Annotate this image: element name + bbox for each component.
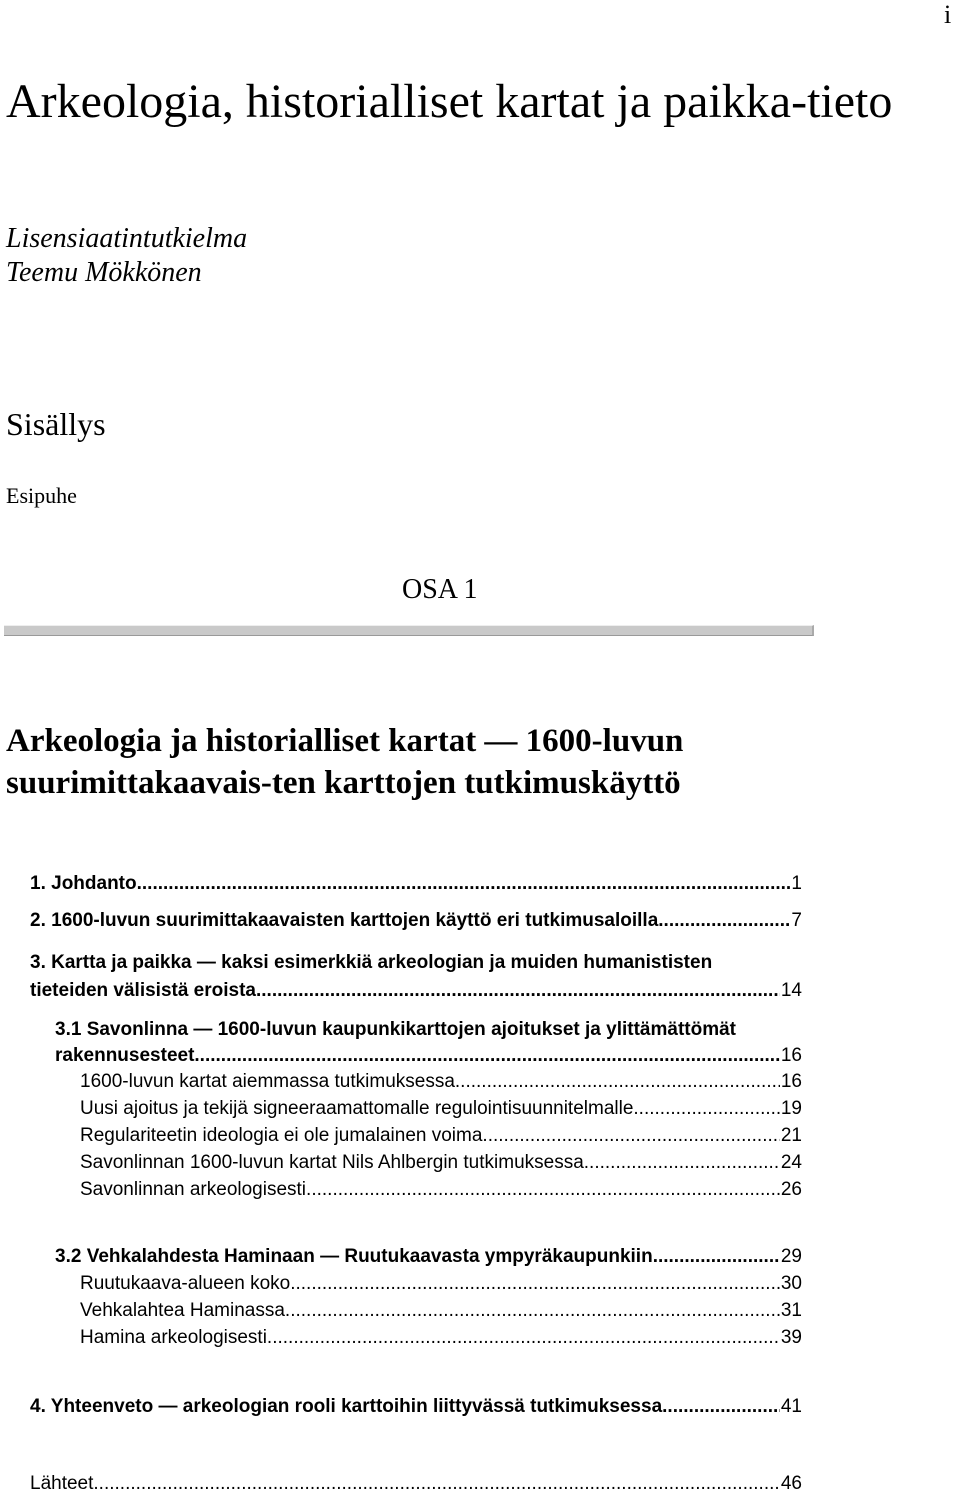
toc-leader [662,1396,780,1418]
toc-entry-savonlinna-arkeologisesti[interactable] [80,1179,802,1201]
toc-leader [137,873,791,895]
thesis-type: Lisensiaatintutkielma [6,223,248,254]
toc-leader [285,1300,780,1322]
toc-entry-uusi-ajoitus[interactable] [80,1098,802,1120]
toc-leader [455,1071,780,1093]
toc-leader [658,910,790,932]
toc-entry-vehkalahti-hamina[interactable] [55,1246,802,1268]
toc-entry-aiempi-tutkimus[interactable] [80,1071,802,1093]
toc-entry-label: tieteiden välisistä eroista [30,980,256,1001]
toc-entry-ahlberg[interactable] [80,1152,802,1174]
toc-entry-kartta-ja-paikka[interactable] [30,980,802,1002]
toc-entry-ruutukaava[interactable] [80,1273,802,1295]
toc-page-number: 41 [780,1396,802,1417]
toc-entry-label: Ruutukaava-alueen koko [80,1273,291,1294]
toc-entry-label: 2. 1600-luvun suurimittakaavaisten karttojen käyttö eri tutkimusaloilla [30,910,659,931]
toc-page-number: 39 [780,1327,802,1348]
toc-page-number: 1 [791,873,802,894]
toc-entry-label: rakennusesteet [55,1045,195,1066]
part-label: OSA 1 [402,574,478,605]
toc-entry-label: Regulariteetin ideologia ei ole jumalainen voima [80,1125,483,1146]
toc-entry-kartta-ja-paikka-line1[interactable]: 3. Kartta ja paikka — kaksi esimerkkiä arkeologian ja muiden humanististen [30,952,713,973]
toc-page-number: 31 [780,1300,802,1321]
toc-leader [482,1125,779,1147]
toc-leader [633,1098,779,1120]
toc-entry-label: Lähteet [30,1473,94,1494]
toc-preface[interactable]: Esipuhe [6,483,77,508]
author-name: Teemu Mökkönen [6,257,202,288]
toc-leader [584,1152,780,1174]
toc-leader [256,980,780,1002]
toc-page-number: 26 [780,1179,802,1200]
toc-entry-label: Hamina arkeologisesti [80,1327,267,1348]
toc-page-number: 19 [780,1098,802,1119]
toc-entry-vehkalahtea-haminassa[interactable] [80,1300,802,1322]
toc-page-number: 46 [780,1473,802,1494]
toc-page-number: 21 [780,1125,802,1146]
toc-entry-regulariteetti[interactable] [80,1125,802,1147]
toc-leader [93,1473,779,1495]
toc-entry-label: Savonlinnan arkeologisesti [80,1179,307,1200]
toc-entry-label: 1. Johdanto [30,873,137,894]
part-title: Arkeologia ja historialliset kartat — 1600-luvun suurimittakaavais-ten karttojen tutkimuskäyttö [6,723,684,801]
toc-leader [194,1045,779,1067]
toc-entry-hamina-arkeologisesti[interactable] [80,1327,802,1349]
toc-entry-yhteenveto[interactable] [30,1396,802,1418]
toc-leader [267,1327,780,1349]
toc-entry-label: 4. Yhteenveto — arkeologian rooli karttoihin liittyvässä tutkimuksessa [30,1396,663,1417]
toc-entry-lahteet[interactable] [30,1473,802,1495]
toc-page-number: 14 [780,980,802,1001]
toc-entry-label: Vehkalahtea Haminassa [80,1300,285,1321]
contents-heading: Sisällys [6,406,106,442]
toc-leader [290,1273,780,1295]
toc-leader [653,1246,780,1268]
toc-page-number: 30 [780,1273,802,1294]
toc-leader [306,1179,780,1201]
toc-page-number: 7 [791,910,802,931]
toc-page-number: 24 [780,1152,802,1173]
toc-page-number: 29 [780,1246,802,1267]
document-title: Arkeologia, historialliset kartat ja paikka-tieto [6,75,893,128]
toc-entry-label: Uusi ajoitus ja tekijä signeeraamattomalle regulointisuunnitelmalle [80,1098,634,1119]
toc-page-number: 16 [780,1071,802,1092]
toc-page-number: 16 [780,1045,802,1066]
toc-entry-label: 1600-luvun kartat aiemmassa tutkimuksessa [80,1071,455,1092]
toc-entry-label: 3.2 Vehkalahdesta Haminaan — Ruutukaavasta ympyräkaupunkiin [55,1246,653,1267]
part-divider [4,625,814,636]
toc-entry-label: Savonlinnan 1600-luvun kartat Nils Ahlbergin tutkimuksessa [80,1152,584,1173]
page-number: i [944,0,952,29]
toc-entry-johdanto[interactable] [30,873,802,895]
toc-entry-karttojen-kaytto[interactable] [30,910,802,932]
toc-entry-savonlinna-line1[interactable]: 3.1 Savonlinna — 1600-luvun kaupunkikarttojen ajoitukset ja ylittämättömät [55,1019,737,1040]
toc-entry-savonlinna[interactable] [55,1045,802,1067]
